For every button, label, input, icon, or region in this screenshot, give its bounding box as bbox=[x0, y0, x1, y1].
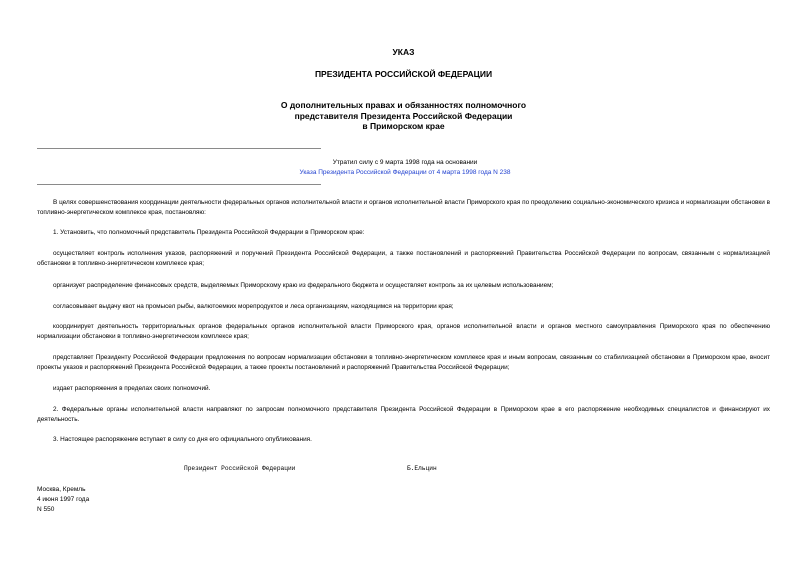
signing-place: Москва, Кремль bbox=[37, 486, 86, 493]
issuer-heading: ПРЕЗИДЕНТА РОССИЙСКОЙ ФЕДЕРАЦИИ bbox=[314, 69, 493, 79]
paragraph-proposals: представляет Президенту Российской Федерации предложения по вопросам нормализации обстановки в топливно-энергетическом комплексе края и иным вопросам, связанным со стабилизацией обстановки в Приморском крае, вносит проекты указов и распоряжений Президента Российской Федерации, а также проекты постановлений и распоряжений Правительства Российской Федерации; bbox=[37, 354, 770, 371]
subject-line-3: в Приморском крае bbox=[362, 121, 445, 131]
divider-top bbox=[37, 148, 321, 149]
paragraph-item-3: 3. Настоящее распоряжение вступает в силу со дня его официального опубликования. bbox=[53, 436, 312, 443]
signatory-name: Б.Ельцин bbox=[407, 465, 437, 472]
paragraph-control: осуществляет контроль исполнения указов, распоряжений и поручений Президента Российской Федерации, а также постановлений и распоряжений Правительства Российской Федерации по вопросам, связанным с нормализацией обстановки в топливно-энергетическом комплексе края; bbox=[37, 250, 770, 267]
repeal-decree-link[interactable]: Указа Президента Российской Федерации от 4 марта 1998 года N 238 bbox=[299, 169, 511, 176]
subject-line-1: О дополнительных правах и обязанностях полномочного bbox=[280, 100, 527, 110]
document-number: N 550 bbox=[37, 506, 55, 513]
doc-subject-heading bbox=[0, 100, 807, 132]
paragraph-item-1: 1. Установить, что полномочный представитель Президента Российской Федерации в Приморском крае: bbox=[53, 229, 365, 236]
paragraph-coordination: координирует деятельность территориальных органов федеральных органов исполнительной власти Приморского края, органов исполнительной власти и органов местного самоуправления Приморского края по обеспечению нормализации обстановки в топливно-энергетическом комплексе края; bbox=[37, 323, 770, 340]
repeal-note: Утратил силу с 9 марта 1998 года на основании bbox=[332, 159, 478, 166]
signatory-title: Президент Российской Федерации bbox=[184, 465, 296, 472]
signing-date: 4 июня 1997 года bbox=[37, 496, 90, 503]
divider-bottom bbox=[37, 184, 321, 185]
subject-line-2: представителя Президента Российской Федерации bbox=[294, 110, 513, 121]
paragraph-item-2: 2. Федеральные органы исполнительной власти направляют по запросам полномочного представителя Президента Российской Федерации в Приморском крае в его распоряжение необходимых специалистов и финансируют их деятельность. bbox=[37, 406, 770, 423]
doc-type-heading: УКАЗ bbox=[392, 47, 415, 57]
paragraph-preamble: В целях совершенствования координации деятельности федеральных органов исполнительной власти и органов исполнительной власти Приморского края по преодолению социально-экономического кризиса и нормализации обстановки в топливно-энергетическом комплексе края, постановляю: bbox=[37, 199, 770, 216]
paragraph-finance: организует распределение финансовых средств, выделяемых Приморскому краю из федерального бюджета и осуществляет контроль за их целевым использованием; bbox=[53, 282, 554, 289]
paragraph-orders: издает распоряжения в пределах своих полномочий. bbox=[53, 385, 211, 392]
paragraph-quotas: согласовывает выдачу квот на промысел рыбы, валютоемких морепродуктов и леса организациям, находящимся на территории края; bbox=[53, 303, 454, 310]
